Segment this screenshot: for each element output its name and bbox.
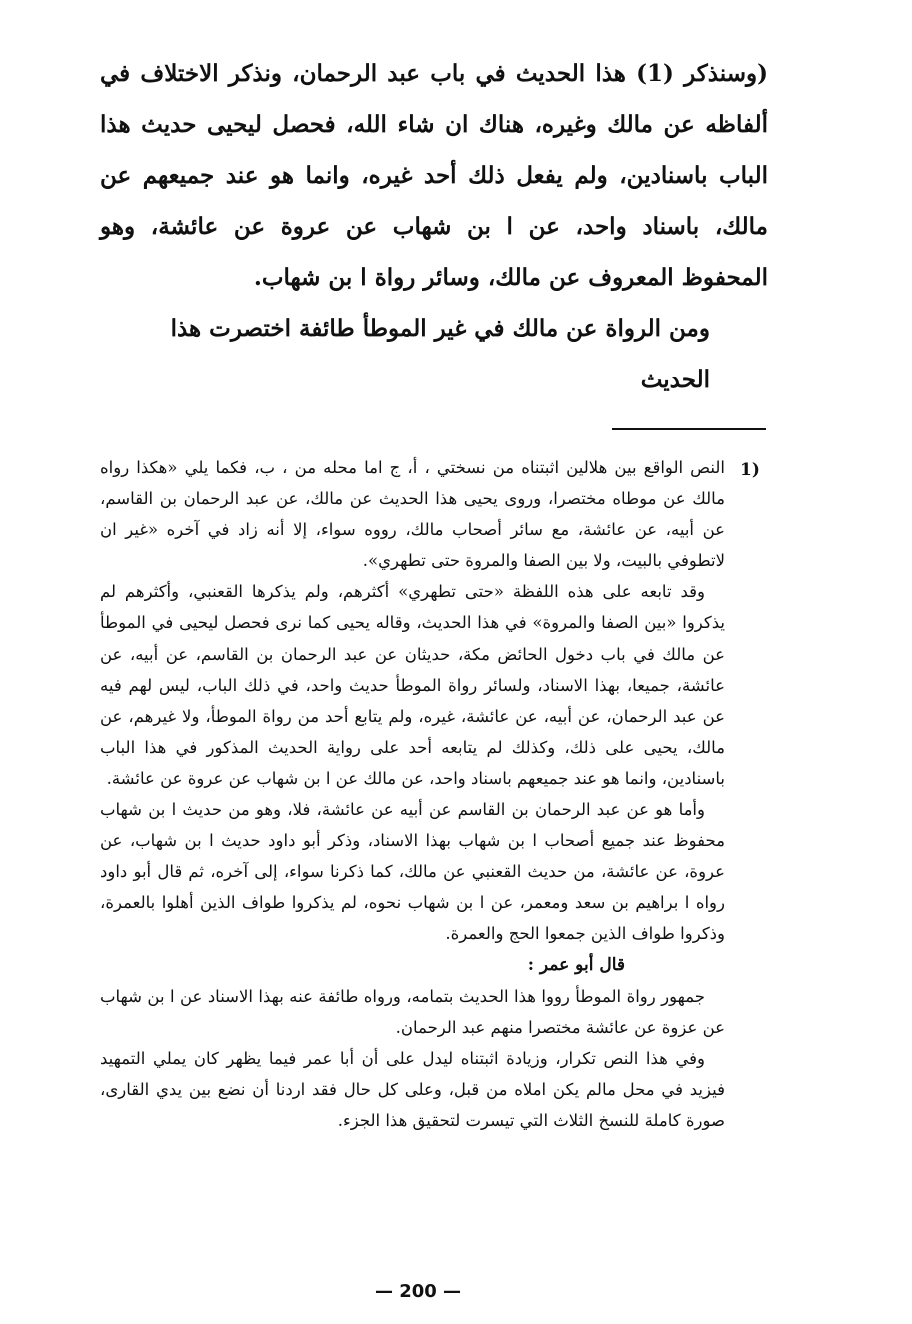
footnote-paragraph-4: جمهور رواة الموطأ رووا هذا الحديث بتمامه، ورواه طائفة عنه بهذا الاسناد عن ا بن شهاب عن عزوة عن عائشة مختصرا منهم عبد الرحمان. [100, 986, 725, 1037]
footnote-paragraph-2: وقد تابعه على هذه اللفظة «حتى تطهري» أكثرهم، ولم يذكرها القعنبي، وأكثرهم لم يذكروا «بين الصفا والمروة» في هذا الحديث، وقاله يحيى كما نرى فحصل ليحيى في الموطأ عن مالك في باب دخول الحائض مكة، حديثان عن عبد الرحمان بن القاسم، عن أبيه، عن عائشة، جميعا، بهذا الاسناد، ولسائر رواة الموطأ حديث واحد، في ذلك الباب، ليس لهم فيه عن عبد الرحمان، عن أبيه، عن عائشة، غيره، ولم يتابع أحد من رواة الموطأ، ولا غيرهم، عن مالك، يحيى على ذلك، وكذلك لم يتابعه أحد على رواية الحديث المذكور في هذا الباب باسنادين، وانما هو عند جميعهم باسناد واحد، عن مالك عن ا بن شهاب عن عروة عن عائشة. [100, 582, 725, 788]
footnote-paragraph-3: وأما هو عن عبد الرحمان بن القاسم عن أبيه عن عائشة، فلا، وهو من حديث ا بن شهاب محفوظ عند جميع أصحاب ا بن شهاب بهذا الاسناد، وذكر أبو داود حديث ا بن شهاب، عن عروة، عن عائشة، من حديث القعنبي عن مالك، كما ذكرنا سواء، إلى آخره، ثم قال أبو داود رواه ا براهيم بن سعد ومعمر، عن ا بن شهاب نحوه، لم يذكروا طواف الذين أهلوا بالعمرة، وذكروا طواف الذين جمعوا الحج والعمرة. [100, 800, 725, 944]
page-number: — 200 — [374, 1281, 462, 1302]
main-text-block [100, 48, 768, 405]
main-paragraph-2: ومن الرواة عن مالك في غير الموطأ طائفة اختصرت هذا الحديث [170, 315, 710, 393]
footnote-number: 1) [740, 460, 760, 480]
footnote-paragraph-5: وفي هذا النص تكرار، وزيادة اثبتناه ليدل على أن أبا عمر فيما يظهر كان يملي التمهيد فيزيد في محل مالم يكن املاه من قبل، وعلى كل حال فقد اردنا أن نضع بين يدي القارى، صورة كاملة للنسخ الثلاث التي تيسرت لتحقيق هذا الجزء. [100, 1048, 725, 1130]
footnote-separator [612, 428, 766, 430]
main-paragraph-1: (وسنذكر (1) هذا الحديث في باب عبد الرحمان، ونذكر الاختلاف في ألفاظه عن مالك وغيره، هناك ان شاء الله، فحصل ليحيى حديث هذا الباب باسنادين، ولم يفعل ذلك أحد غيره، وانما هو عند جميعهم عن مالك، باسناد واحد، عن ا بن شهاب عن عروة عن عائشة، وهو المحفوظ المعروف عن مالك، وسائر رواة ا بن شهاب. [100, 60, 768, 291]
footnote-heading: قال أبو عمر : [527, 954, 625, 975]
footnote-paragraph-1: النص الواقع بين هلالين اثبتناه من نسختي ، أ، ج اما محله من ، ب، فكما يلي «هكذا رواه مالك عن موطاه مختصرا، وروى يحيى هذا الحديث عن مالك، عن عبد الرحمان بن القاسم، عن أبيه، عن عائشة، مع سائر أصحاب مالك، رووه سواء، إلا أنه زاد في آخره «غير ان لاتطوفي بالبيت، ولا بين الصفا والمروة حتى تطهري». [100, 458, 725, 571]
footnote-block [100, 452, 725, 1136]
